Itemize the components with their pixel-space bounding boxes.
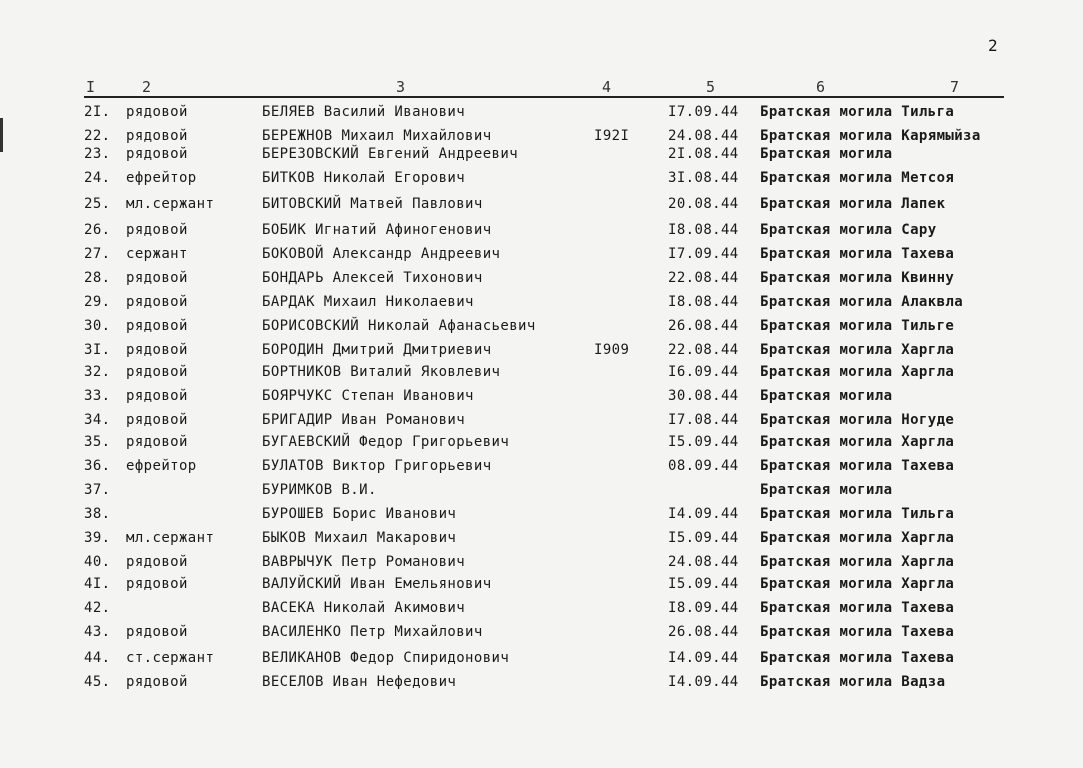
burial-place-cell: Братская могила Тахева [760, 650, 955, 666]
header-col-3: 3 [396, 78, 406, 96]
death-date-cell: I5.09.44 [668, 434, 739, 450]
row-number: 45. [84, 674, 111, 690]
table-row [0, 294, 1083, 316]
table-row [0, 412, 1083, 434]
rank-cell: рядовой [126, 222, 188, 238]
header-rule [84, 96, 1004, 98]
burial-place-cell: Братская могила Тильга [760, 506, 955, 522]
birth-year-cell: I909 [594, 342, 630, 358]
table-row [0, 342, 1083, 364]
row-number: 23. [84, 146, 111, 162]
death-date-cell: I7.09.44 [668, 246, 739, 262]
table-row [0, 146, 1083, 168]
table-row [0, 318, 1083, 340]
death-date-cell: I4.09.44 [668, 650, 739, 666]
death-date-cell: I8.08.44 [668, 222, 739, 238]
table-row [0, 196, 1083, 218]
rank-cell: рядовой [126, 624, 188, 640]
burial-place-cell: Братская могила Алаквла [760, 294, 964, 310]
name-cell: БЕРЕЖНОВ Михаил Михайлович [262, 128, 492, 144]
name-cell: БОРИСОВСКИЙ Николай Афанасьевич [262, 318, 536, 334]
burial-place-cell: Братская могила [760, 482, 893, 498]
table-row [0, 364, 1083, 386]
table-row [0, 624, 1083, 646]
header-col-2: 2 [142, 78, 152, 96]
row-number: 30. [84, 318, 111, 334]
burial-place-cell: Братская могила Квинну [760, 270, 955, 286]
row-number: 4I. [84, 576, 111, 592]
death-date-cell: I5.09.44 [668, 576, 739, 592]
rank-cell: мл.сержант [126, 530, 215, 546]
row-number: 39. [84, 530, 111, 546]
death-date-cell: I4.09.44 [668, 506, 739, 522]
table-row [0, 600, 1083, 622]
table-row [0, 104, 1083, 126]
burial-place-cell: Братская могила Тахева [760, 624, 955, 640]
name-cell: БИТОВСКИЙ Матвей Павлович [262, 196, 483, 212]
table-row [0, 506, 1083, 528]
rank-cell: рядовой [126, 576, 188, 592]
row-number: 22. [84, 128, 111, 144]
rank-cell: рядовой [126, 434, 188, 450]
table-row [0, 458, 1083, 480]
name-cell: БОНДАРЬ Алексей Тихонович [262, 270, 483, 286]
burial-place-cell: Братская могила Тахева [760, 458, 955, 474]
row-number: 28. [84, 270, 111, 286]
name-cell: ВЕСЕЛОВ Иван Нефедович [262, 674, 457, 690]
table-row [0, 222, 1083, 244]
burial-place-cell: Братская могила Тахева [760, 600, 955, 616]
name-cell: ВЕЛИКАНОВ Федор Спиридонович [262, 650, 510, 666]
burial-place-cell: Братская могила Тильга [760, 104, 955, 120]
name-cell: БУГАЕВСКИЙ Федор Григорьевич [262, 434, 510, 450]
table-row [0, 650, 1083, 672]
name-cell: БЕРЕЗОВСКИЙ Евгений Андреевич [262, 146, 519, 162]
name-cell: БОБИК Игнатий Афиногенович [262, 222, 492, 238]
row-number: 33. [84, 388, 111, 404]
name-cell: ВАСИЛЕНКО Петр Михайлович [262, 624, 483, 640]
burial-place-cell: Братская могила Карямыйза [760, 128, 981, 144]
rank-cell: ст.сержант [126, 650, 215, 666]
header-col-7: 7 [950, 78, 960, 96]
rank-cell: сержант [126, 246, 188, 262]
death-date-cell: 20.08.44 [668, 196, 739, 212]
row-number: 25. [84, 196, 111, 212]
name-cell: ВАСЕКА Николай Акимович [262, 600, 466, 616]
death-date-cell: 26.08.44 [668, 624, 739, 640]
row-number: 34. [84, 412, 111, 428]
row-number: 27. [84, 246, 111, 262]
rank-cell: рядовой [126, 104, 188, 120]
burial-place-cell: Братская могила Харгла [760, 364, 955, 380]
row-number: 43. [84, 624, 111, 640]
table-row [0, 554, 1083, 576]
table-row [0, 434, 1083, 456]
name-cell: БАРДАК Михаил Николаевич [262, 294, 474, 310]
header-col-6: 6 [816, 78, 826, 96]
name-cell: БУЛАТОВ Виктор Григорьевич [262, 458, 492, 474]
rank-cell: рядовой [126, 342, 188, 358]
death-date-cell: 24.08.44 [668, 128, 739, 144]
death-date-cell: 2I.08.44 [668, 146, 739, 162]
death-date-cell: I7.09.44 [668, 104, 739, 120]
death-date-cell: I8.08.44 [668, 294, 739, 310]
burial-place-cell: Братская могила Тахева [760, 246, 955, 262]
row-number: 37. [84, 482, 111, 498]
death-date-cell: 3I.08.44 [668, 170, 739, 186]
name-cell: БРИГАДИР Иван Романович [262, 412, 466, 428]
name-cell: БУРОШЕВ Борис Иванович [262, 506, 457, 522]
death-date-cell: I7.08.44 [668, 412, 739, 428]
table-row [0, 674, 1083, 696]
row-number: 36. [84, 458, 111, 474]
death-date-cell: I8.09.44 [668, 600, 739, 616]
name-cell: БУРИМКОВ В.И. [262, 482, 377, 498]
burial-place-cell: Братская могила Лапек [760, 196, 946, 212]
burial-place-cell: Братская могила [760, 146, 893, 162]
rank-cell: рядовой [126, 364, 188, 380]
rank-cell: рядовой [126, 412, 188, 428]
rank-cell: рядовой [126, 146, 188, 162]
rank-cell: ефрейтор [126, 170, 197, 186]
name-cell: ВАВРЫЧУК Петр Романович [262, 554, 466, 570]
table-row [0, 388, 1083, 410]
row-number: 42. [84, 600, 111, 616]
name-cell: БОРОДИН Дмитрий Дмитриевич [262, 342, 492, 358]
rank-cell: рядовой [126, 128, 188, 144]
rank-cell: рядовой [126, 318, 188, 334]
row-number: 24. [84, 170, 111, 186]
header-col-1: I [86, 78, 96, 96]
row-number: 29. [84, 294, 111, 310]
row-number: 2I. [84, 104, 111, 120]
burial-place-cell: Братская могила Ногуде [760, 412, 955, 428]
header-col-4: 4 [602, 78, 612, 96]
row-number: 35. [84, 434, 111, 450]
burial-place-cell: Братская могила Харгла [760, 530, 955, 546]
burial-place-cell: Братская могила Харгла [760, 554, 955, 570]
page-number: 2 [988, 36, 998, 55]
death-date-cell: I6.09.44 [668, 364, 739, 380]
burial-place-cell: Братская могила Метсоя [760, 170, 955, 186]
death-date-cell: 08.09.44 [668, 458, 739, 474]
name-cell: БЕЛЯЕВ Василий Иванович [262, 104, 466, 120]
burial-place-cell: Братская могила Сару [760, 222, 937, 238]
death-date-cell: 30.08.44 [668, 388, 739, 404]
table-row [0, 576, 1083, 598]
row-number: 38. [84, 506, 111, 522]
table-row [0, 270, 1083, 292]
table-row [0, 170, 1083, 192]
row-number: 40. [84, 554, 111, 570]
name-cell: БЫКОВ Михаил Макарович [262, 530, 457, 546]
rank-cell: мл.сержант [126, 196, 215, 212]
death-date-cell: I5.09.44 [668, 530, 739, 546]
burial-place-cell: Братская могила Тильге [760, 318, 955, 334]
table-row [0, 246, 1083, 268]
rank-cell: рядовой [126, 674, 188, 690]
burial-place-cell: Братская могила Вадза [760, 674, 946, 690]
row-number: 44. [84, 650, 111, 666]
burial-place-cell: Братская могила Харгла [760, 576, 955, 592]
burial-place-cell: Братская могила Харгла [760, 342, 955, 358]
name-cell: БОРТНИКОВ Виталий Яковлевич [262, 364, 501, 380]
rank-cell: ефрейтор [126, 458, 197, 474]
header-col-5: 5 [706, 78, 716, 96]
row-number: 26. [84, 222, 111, 238]
name-cell: БОЯРЧУКС Степан Иванович [262, 388, 474, 404]
burial-place-cell: Братская могила [760, 388, 893, 404]
row-number: 32. [84, 364, 111, 380]
death-date-cell: 24.08.44 [668, 554, 739, 570]
row-number: 3I. [84, 342, 111, 358]
name-cell: БОКОВОЙ Александр Андреевич [262, 246, 501, 262]
birth-year-cell: I92I [594, 128, 630, 144]
rank-cell: рядовой [126, 554, 188, 570]
rank-cell: рядовой [126, 388, 188, 404]
burial-place-cell: Братская могила Харгла [760, 434, 955, 450]
death-date-cell: 22.08.44 [668, 342, 739, 358]
death-date-cell: 22.08.44 [668, 270, 739, 286]
death-date-cell: I4.09.44 [668, 674, 739, 690]
table-row [0, 482, 1083, 504]
rank-cell: рядовой [126, 294, 188, 310]
table-row [0, 530, 1083, 552]
death-date-cell: 26.08.44 [668, 318, 739, 334]
rank-cell: рядовой [126, 270, 188, 286]
name-cell: ВАЛУЙСКИЙ Иван Емельянович [262, 576, 492, 592]
name-cell: БИТКОВ Николай Егорович [262, 170, 466, 186]
